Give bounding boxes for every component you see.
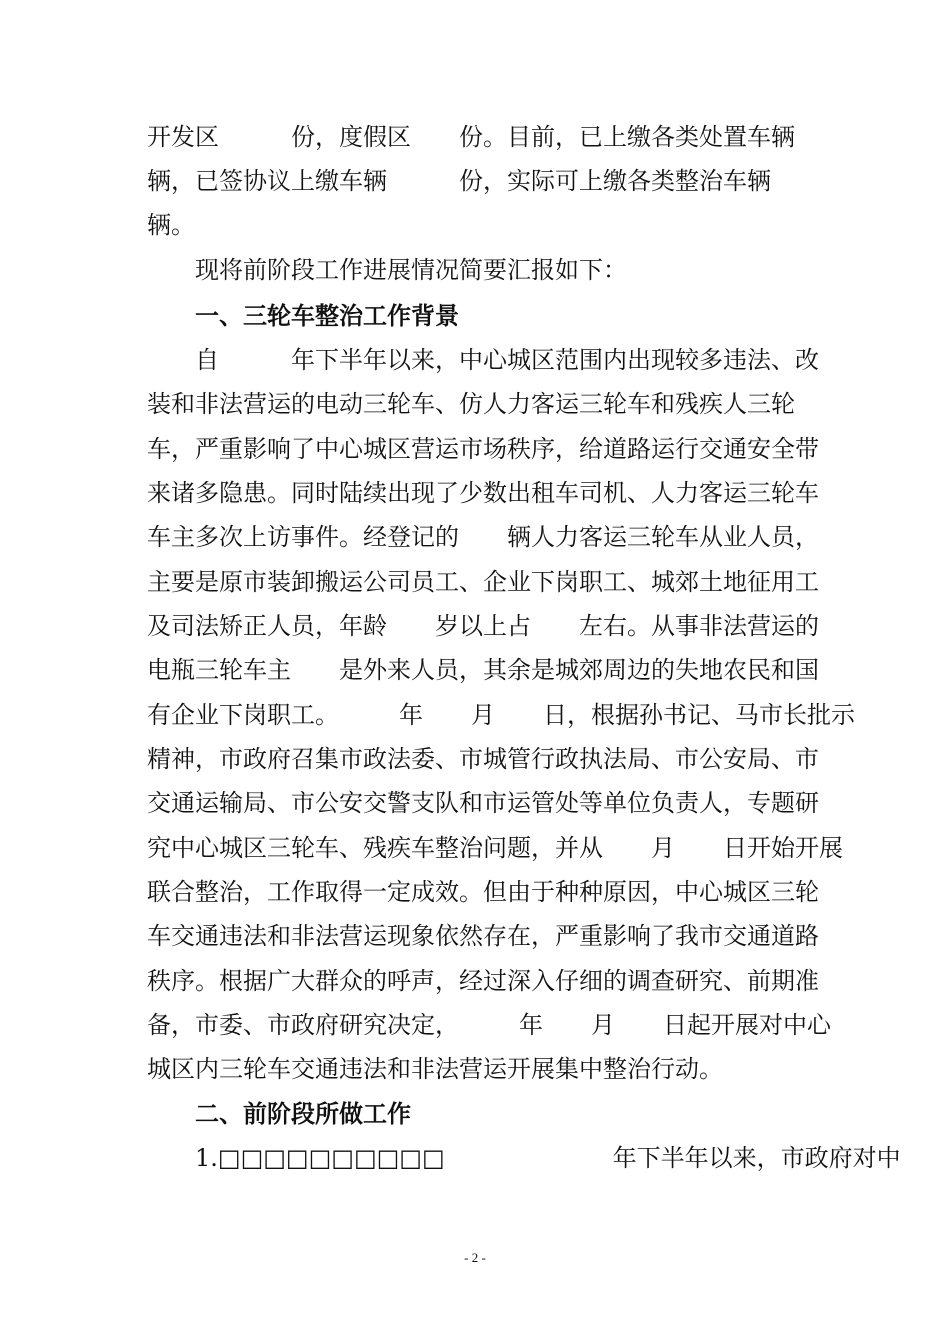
text-line: 辆。 xyxy=(147,211,195,239)
text-line: 辆，已签协议上缴车辆 份，实际可上缴各类整治车辆 xyxy=(147,167,771,195)
text-line: 交通运输局、市公安交警支队和市运管处等单位负责人，专题研 xyxy=(147,789,819,817)
text-line: 车主多次上访事件。经登记的 辆人力客运三轮车从业人员， xyxy=(147,523,819,551)
text-line: 有企业下岗职工。 年 月 日，根据孙书记、马市长批示 xyxy=(147,701,855,729)
section-heading-1: 一、三轮车整治工作背景 xyxy=(147,302,459,330)
text-line: 主要是原市装卸搬运公司员工、企业下岗职工、城郊土地征用工 xyxy=(147,568,819,596)
text-line: 现将前阶段工作进展情况简要汇报如下： xyxy=(147,256,627,284)
text-line: 城区内三轮车交通违法和非法营运开展集中整治行动。 xyxy=(147,1055,723,1083)
text-line: 开发区 份，度假区 份。目前，已上缴各类处置车辆 xyxy=(147,123,795,151)
page-number: - 2 - xyxy=(464,1250,486,1265)
text-line: 自 年下半年以来，中心城区范围内出现较多违法、改 xyxy=(147,346,819,374)
text-line: 装和非法营运的电动三轮车、仿人力客运三轮车和残疾人三轮 xyxy=(147,390,795,418)
text-line: 究中心城区三轮车、残疾车整治问题，并从 月 日开始开展 xyxy=(147,834,843,862)
text-line: 秩序。根据广大群众的呼声，经过深入仔细的调查研究、前期准 xyxy=(147,967,819,995)
text-line: 及司法矫正人员，年龄 岁以上占 左右。从事非法营运的 xyxy=(147,612,819,640)
section-heading-2: 二、前阶段所做工作 xyxy=(147,1100,411,1128)
text-line: 电瓶三轮车主 是外来人员，其余是城郊周边的失地农民和国 xyxy=(147,656,819,684)
text-line: 精神，市政府召集市政法委、市城管行政执法局、市公安局、市 xyxy=(147,745,819,773)
text-line: 车交通违法和非法营运现象依然存在，严重影响了我市交通道路 xyxy=(147,922,819,950)
text-line: 1.□□□□□□□□□□ 年下半年以来，市政府对中 xyxy=(147,1144,901,1172)
text-line: 联合整治，工作取得一定成效。但由于种种原因，中心城区三轮 xyxy=(147,878,819,906)
text-line: 来诸多隐患。同时陆续出现了少数出租车司机、人力客运三轮车 xyxy=(147,479,819,507)
text-line: 备，市委、市政府研究决定， 年 月 日起开展对中心 xyxy=(147,1011,831,1039)
text-line: 车，严重影响了中心城区营运市场秩序，给道路运行交通安全带 xyxy=(147,435,819,463)
